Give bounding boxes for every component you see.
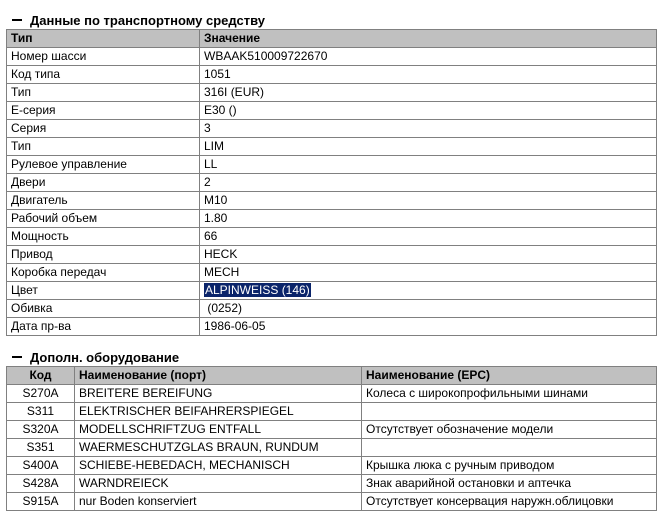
equipment-code[interactable]: S320A [7, 421, 75, 439]
equipment-code[interactable]: S400A [7, 457, 75, 475]
row-value[interactable]: 316I (EUR) [200, 84, 657, 102]
equipment-name-port[interactable]: WARNDREIECK [75, 475, 362, 493]
row-label: Код типа [7, 66, 200, 84]
table-row [7, 385, 657, 403]
row-value[interactable]: WBAAK510009722670 [200, 48, 657, 66]
table-row [7, 493, 657, 511]
row-label: Серия [7, 120, 200, 138]
table-header-row [7, 30, 657, 48]
equipment-code[interactable]: S270A [7, 385, 75, 403]
table-row [7, 421, 657, 439]
table-row [7, 246, 657, 264]
row-label: Номер шасси [7, 48, 200, 66]
selected-text[interactable]: ALPINWEISS (146) [205, 283, 310, 297]
row-label: Тип [7, 138, 200, 156]
column-header-name-epc: Наименование (EPC) [362, 367, 657, 385]
equipment-name-port[interactable]: nur Boden konserviert [75, 493, 362, 511]
row-value[interactable]: 3 [200, 120, 657, 138]
row-value[interactable]: 1.80 [200, 210, 657, 228]
equipment-name-epc[interactable]: Знак аварийной остановки и аптечка [362, 475, 657, 493]
row-value[interactable]: M10 [200, 192, 657, 210]
table-row [7, 174, 657, 192]
equipment-title: Дополн. оборудование [30, 349, 180, 365]
collapse-icon[interactable] [12, 356, 22, 358]
equipment-name-port[interactable]: MODELLSCHRIFTZUG ENTFALL [75, 421, 362, 439]
row-value[interactable]: MECH [200, 264, 657, 282]
row-value[interactable]: (0252) [200, 300, 657, 318]
row-label: Мощность [7, 228, 200, 246]
row-label: Обивка [7, 300, 200, 318]
equipment-code[interactable]: S915A [7, 493, 75, 511]
vehicle-data-section [6, 11, 656, 336]
row-value[interactable]: 1051 [200, 66, 657, 84]
collapse-icon[interactable] [12, 19, 22, 21]
equipment-name-epc[interactable]: Колеса с широкопрофильными шинами [362, 385, 657, 403]
row-label: Двери [7, 174, 200, 192]
table-row [7, 475, 657, 493]
row-label: Коробка передач [7, 264, 200, 282]
column-header-code: Код [7, 367, 75, 385]
equipment-name-port[interactable]: SCHIEBE-HEBEDACH, MECHANISCH [75, 457, 362, 475]
table-row [7, 210, 657, 228]
table-row [7, 282, 657, 300]
table-row [7, 264, 657, 282]
row-label: Привод [7, 246, 200, 264]
vehicle-data-table [6, 29, 657, 336]
table-row [7, 403, 657, 421]
table-row [7, 48, 657, 66]
equipment-name-epc[interactable] [362, 439, 657, 457]
row-value[interactable]: 2 [200, 174, 657, 192]
table-row [7, 138, 657, 156]
equipment-table [6, 366, 657, 511]
table-row [7, 66, 657, 84]
table-row [7, 439, 657, 457]
equipment-section [6, 348, 656, 511]
table-row [7, 318, 657, 336]
equipment-code[interactable]: S311 [7, 403, 75, 421]
table-row [7, 457, 657, 475]
equipment-name-epc[interactable] [362, 403, 657, 421]
equipment-name-port[interactable]: ELEKTRISCHER BEIFAHRERSPIEGEL [75, 403, 362, 421]
row-label: Рулевое управление [7, 156, 200, 174]
table-row [7, 120, 657, 138]
table-row [7, 84, 657, 102]
row-value[interactable]: 66 [200, 228, 657, 246]
row-value[interactable]: LL [200, 156, 657, 174]
equipment-code[interactable]: S351 [7, 439, 75, 457]
equipment-heading[interactable] [6, 348, 656, 366]
row-label: Цвет [7, 282, 200, 300]
row-label: Тип [7, 84, 200, 102]
vehicle-data-heading[interactable] [6, 11, 656, 29]
row-value[interactable]: LIM [200, 138, 657, 156]
table-row [7, 102, 657, 120]
row-value[interactable] [200, 282, 657, 300]
equipment-name-epc[interactable]: Отсутствует консервация наружн.облицовки [362, 493, 657, 511]
table-header-row [7, 367, 657, 385]
column-header-type: Тип [7, 30, 200, 48]
row-value[interactable]: 1986-06-05 [200, 318, 657, 336]
equipment-name-port[interactable]: WAERMESCHUTZGLAS BRAUN, RUNDUM [75, 439, 362, 457]
row-label: Рабочий объем [7, 210, 200, 228]
column-header-value: Значение [200, 30, 657, 48]
row-value[interactable]: HECK [200, 246, 657, 264]
table-row [7, 228, 657, 246]
vehicle-data-title: Данные по транспортному средству [30, 12, 265, 28]
row-label: Дата пр-ва [7, 318, 200, 336]
equipment-code[interactable]: S428A [7, 475, 75, 493]
equipment-name-epc[interactable]: Отсутствует обозначение модели [362, 421, 657, 439]
row-value[interactable]: E30 () [200, 102, 657, 120]
row-label: E-серия [7, 102, 200, 120]
column-header-name-port: Наименование (порт) [75, 367, 362, 385]
table-row [7, 300, 657, 318]
table-row [7, 192, 657, 210]
table-row [7, 156, 657, 174]
equipment-name-epc[interactable]: Крышка люка с ручным приводом [362, 457, 657, 475]
equipment-name-port[interactable]: BREITERE BEREIFUNG [75, 385, 362, 403]
row-label: Двигатель [7, 192, 200, 210]
